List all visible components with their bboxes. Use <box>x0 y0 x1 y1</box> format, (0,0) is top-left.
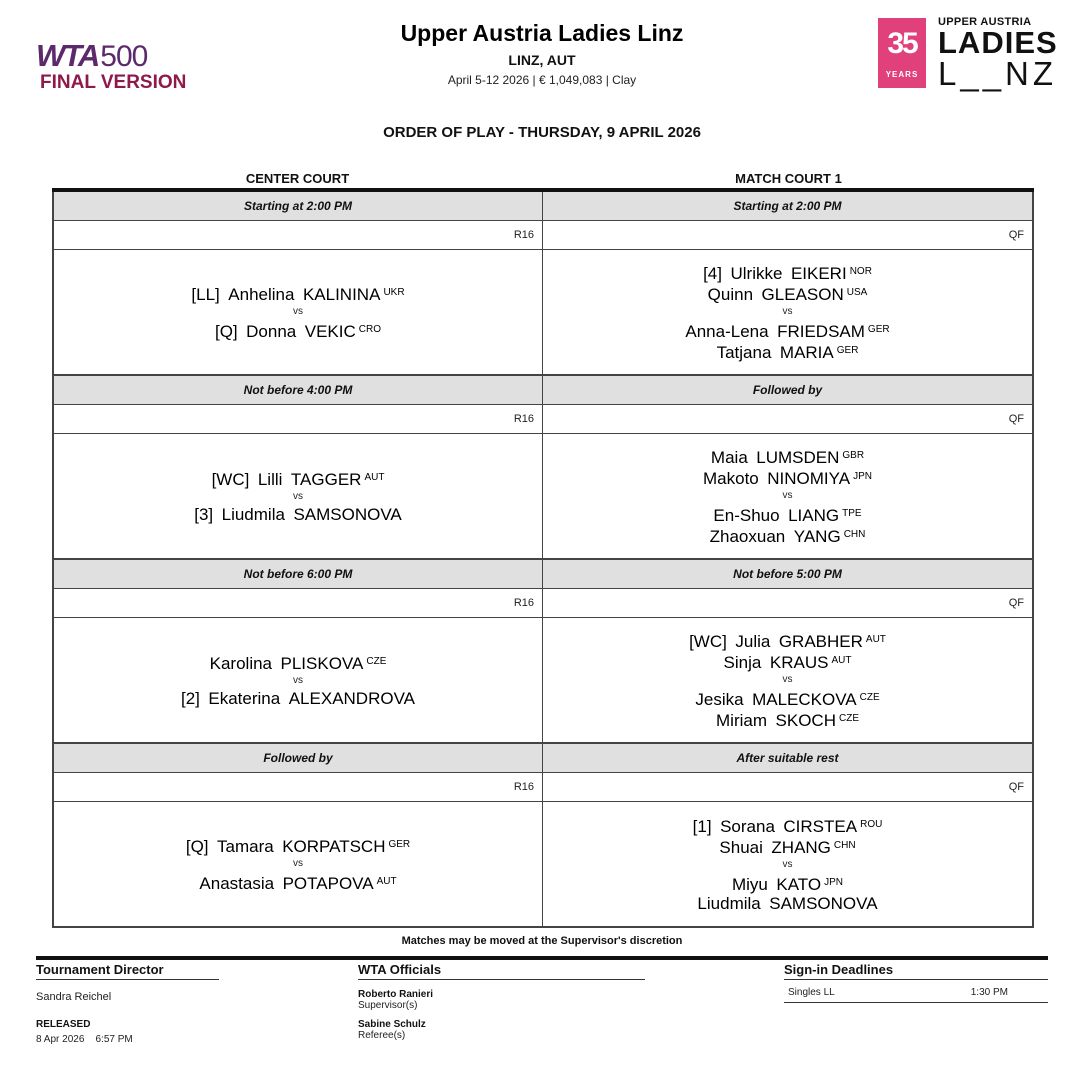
player-seed: [2] <box>180 689 200 708</box>
logo-wordmark <box>938 16 1058 92</box>
player-country: NOR <box>849 266 872 277</box>
court-headers <box>52 171 1034 189</box>
referee-role: Referee(s) <box>358 1030 406 1041</box>
player-first-name: Tatjana <box>716 343 772 362</box>
match-players <box>54 250 542 374</box>
player-country: TPE <box>842 508 862 519</box>
match-cell <box>543 376 1032 560</box>
player-last-name: KORPATSCH <box>282 837 386 856</box>
match-players <box>54 618 542 742</box>
player-last-name: GLEASON <box>761 285 844 304</box>
signin-heading: Sign-in Deadlines <box>784 962 1048 980</box>
player-first-name: Tamara <box>217 837 274 856</box>
player-country: ROU <box>860 819 883 830</box>
vs-label: vs <box>293 675 303 686</box>
match-players <box>543 250 1032 374</box>
badge-years: YEARS <box>885 70 919 79</box>
player-first-name: En-Shuo <box>713 506 780 525</box>
time-slot: Starting at 2:00 PM <box>543 192 1032 221</box>
player-country: CRO <box>358 324 382 335</box>
logo-upper-austria: UPPER AUSTRIA <box>938 16 1032 28</box>
player-first-name: Donna <box>246 322 297 341</box>
player-country: USA <box>846 287 868 298</box>
player-first-name: Lilli <box>257 470 283 489</box>
player-first-name: Anna-Lena <box>685 322 769 341</box>
player-seed: [Q] <box>214 322 238 341</box>
player-country: JPN <box>824 877 844 888</box>
player-last-name: NINOMIYA <box>767 469 851 488</box>
logo-ladies: LADIES <box>938 25 1058 60</box>
time-slot: Followed by <box>54 744 542 773</box>
player-country: CZE <box>859 692 880 703</box>
player-country: AUT <box>376 876 397 887</box>
time-slot: Not before 4:00 PM <box>54 376 542 405</box>
match-cell <box>543 192 1032 376</box>
match-cell <box>543 560 1032 744</box>
supervisor-name: Roberto Ranieri <box>358 989 434 1000</box>
match-players <box>543 802 1032 926</box>
player-last-name: CIRSTEA <box>783 817 858 836</box>
player-first-name: Makoto <box>703 469 759 488</box>
player-first-name: Miyu <box>731 875 768 894</box>
player-first-name: Jesika <box>695 690 744 709</box>
player-line <box>703 467 872 488</box>
logo-linz: L__NZ <box>938 55 1058 92</box>
player-seed: [1] <box>692 817 712 836</box>
player-last-name: KRAUS <box>769 653 829 672</box>
player-seed: [4] <box>703 264 722 283</box>
player-last-name: TAGGER <box>290 470 362 489</box>
round-label: QF <box>543 221 1032 250</box>
round-label: QF <box>543 773 1032 802</box>
version-status: FINAL VERSION <box>40 72 187 93</box>
player-last-name: SKOCH <box>775 711 836 730</box>
player-line <box>719 836 855 857</box>
player-line <box>716 709 859 730</box>
time-slot: Starting at 2:00 PM <box>54 192 542 221</box>
player-last-name: FRIEDSAM <box>777 322 865 341</box>
referee-name: Sabine Schulz <box>358 1019 426 1030</box>
player-seed: [Q] <box>185 837 209 856</box>
player-line <box>181 689 415 708</box>
player-first-name: Ekaterina <box>208 689 281 708</box>
round-label: R16 <box>54 589 542 618</box>
tournament-location: LINZ, AUT <box>508 52 576 68</box>
player-last-name: SAMSONOVA <box>769 894 878 913</box>
player-last-name: PLISKOVA <box>280 654 364 673</box>
anniversary-badge <box>878 18 926 88</box>
player-country: AUT <box>865 634 886 645</box>
court-header-center: CENTER COURT <box>245 171 350 186</box>
player-country: AUT <box>831 655 852 666</box>
player-country: GER <box>867 324 890 335</box>
ladies-linz-logo <box>878 16 1058 92</box>
vs-label: vs <box>782 306 793 317</box>
player-first-name: Anhelina <box>228 285 295 304</box>
player-line <box>708 283 868 304</box>
vs-label: vs <box>293 306 303 317</box>
signin-time: 1:30 PM <box>970 987 1008 998</box>
director-section <box>36 962 219 1045</box>
player-country: CHN <box>843 529 866 540</box>
vs-label: vs <box>782 490 793 501</box>
player-country: GER <box>388 839 411 850</box>
player-line <box>212 468 385 489</box>
player-first-name: Karolina <box>209 654 273 673</box>
player-last-name: KATO <box>776 875 822 894</box>
player-last-name: ZHANG <box>771 838 831 857</box>
player-country: JPN <box>853 471 872 482</box>
player-line <box>711 446 864 467</box>
player-last-name: KALININA <box>302 285 381 304</box>
supervisor-role: Supervisor(s) <box>358 1000 418 1011</box>
match-cell <box>54 744 543 928</box>
player-line <box>210 652 387 673</box>
player-country: UKR <box>383 287 405 298</box>
time-slot: After suitable rest <box>543 744 1032 773</box>
officials-heading: WTA Officials <box>358 962 645 980</box>
signin-row <box>784 980 1048 1003</box>
player-first-name: Liudmila <box>697 894 761 913</box>
vs-label: vs <box>293 858 303 869</box>
match-cell <box>543 744 1032 928</box>
player-last-name: LUMSDEN <box>756 448 840 467</box>
tournament-title: Upper Austria Ladies Linz <box>400 20 684 46</box>
match-players <box>54 802 542 926</box>
player-last-name: POTAPOVA <box>282 874 374 893</box>
player-line <box>697 894 877 913</box>
player-country: AUT <box>364 472 385 483</box>
player-last-name: MARIA <box>779 343 834 362</box>
player-line <box>713 504 861 525</box>
player-last-name: EIKERI <box>790 264 847 283</box>
player-line <box>732 873 843 894</box>
round-label: QF <box>543 589 1032 618</box>
time-slot: Followed by <box>543 376 1032 405</box>
player-last-name: MALECKOVA <box>752 690 857 709</box>
signin-section <box>784 962 1048 1003</box>
director-name: Sandra Reichel <box>36 991 112 1003</box>
officials-section <box>358 962 645 1041</box>
player-line <box>710 525 866 546</box>
match-cell <box>54 376 543 560</box>
released-label: RELEASED <box>36 1019 91 1030</box>
player-line <box>689 630 886 651</box>
player-seed: [WC] <box>689 632 727 651</box>
player-seed: [LL] <box>191 285 220 304</box>
round-label: R16 <box>54 221 542 250</box>
player-first-name: Julia <box>735 632 771 651</box>
director-heading: Tournament Director <box>36 962 219 980</box>
player-first-name: Anastasia <box>199 874 275 893</box>
player-last-name: VEKIC <box>304 322 356 341</box>
player-line <box>215 320 381 341</box>
match-players <box>543 434 1032 558</box>
player-first-name: Sorana <box>720 817 775 836</box>
player-first-name: Ulrikke <box>730 264 783 283</box>
player-line <box>724 651 852 672</box>
player-line <box>703 262 872 283</box>
player-line <box>186 835 410 856</box>
order-of-play-title: ORDER OF PLAY - THURSDAY, 9 APRIL 2026 <box>383 124 701 141</box>
player-country: GER <box>836 345 859 356</box>
player-first-name: Maia <box>710 448 748 467</box>
badge-number: 35 <box>887 27 917 60</box>
schedule-grid <box>52 192 1034 928</box>
player-line <box>695 688 879 709</box>
player-last-name: GRABHER <box>778 632 863 651</box>
player-country: GBR <box>842 450 865 461</box>
player-first-name: Miriam <box>716 711 768 730</box>
player-line <box>194 505 402 524</box>
supervisor-notice: Matches may be moved at the Supervisor's discretion <box>401 935 683 947</box>
time-slot: Not before 6:00 PM <box>54 560 542 589</box>
tournament-info: April 5-12 2026 | € 1,049,083 | Clay <box>447 73 637 87</box>
player-line <box>685 320 889 341</box>
wta-logo-text: WTA <box>36 38 99 73</box>
player-seed: [3] <box>194 505 214 524</box>
vs-label: vs <box>782 674 793 685</box>
time-slot: Not before 5:00 PM <box>543 560 1032 589</box>
player-first-name: Liudmila <box>221 505 285 524</box>
player-last-name: YANG <box>793 527 841 546</box>
player-last-name: LIANG <box>788 506 840 525</box>
player-last-name: SAMSONOVA <box>293 505 402 524</box>
footer-divider <box>36 956 1048 960</box>
player-seed: [WC] <box>211 470 250 489</box>
player-line <box>717 341 859 362</box>
player-first-name: Shuai <box>719 838 763 857</box>
match-cell <box>54 560 543 744</box>
released-value: 8 Apr 2026 6:57 PM <box>36 1034 133 1045</box>
signin-event: Singles LL <box>788 987 835 998</box>
match-players <box>54 434 542 558</box>
player-first-name: Quinn <box>707 285 754 304</box>
match-players <box>543 618 1032 742</box>
player-first-name: Zhaoxuan <box>709 527 786 546</box>
player-line <box>693 815 883 836</box>
round-label: R16 <box>54 773 542 802</box>
player-line <box>191 283 404 304</box>
vs-label: vs <box>293 491 303 502</box>
player-country: CZE <box>366 656 387 667</box>
player-last-name: ALEXANDROVA <box>288 689 415 708</box>
court-header-match-1: MATCH COURT 1 <box>735 171 842 186</box>
wta-tier: 500 <box>100 40 148 73</box>
round-label: QF <box>543 405 1032 434</box>
match-cell <box>54 192 543 376</box>
player-country: CZE <box>838 713 859 724</box>
player-country: CHN <box>833 840 856 851</box>
vs-label: vs <box>782 859 793 870</box>
player-first-name: Sinja <box>723 653 762 672</box>
round-label: R16 <box>54 405 542 434</box>
player-line <box>199 872 396 893</box>
